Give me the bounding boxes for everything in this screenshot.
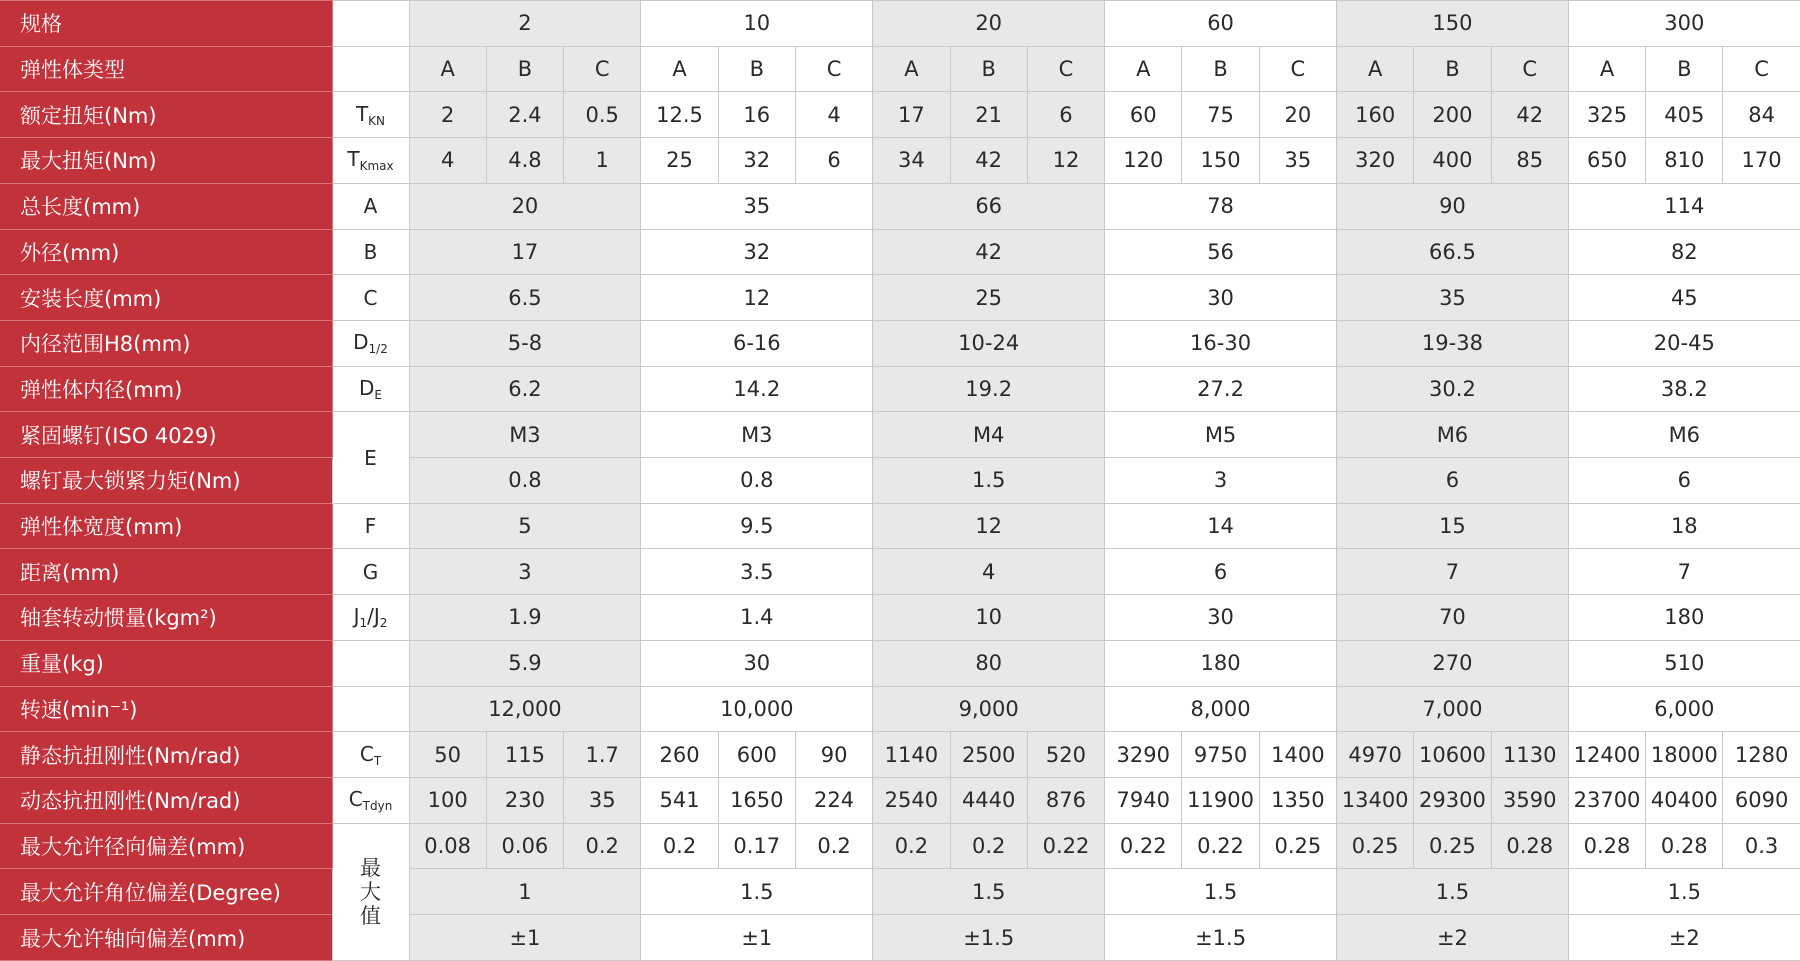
table-row [0, 915, 1800, 961]
value-cell: 520 [1027, 732, 1104, 778]
row-label: 内径范围H8(mm) [0, 320, 332, 366]
symbol-text: A [363, 194, 378, 219]
max-value-char: 值 [360, 903, 381, 928]
max-value-symbol-cell [332, 823, 409, 960]
value-cell: 1 [564, 138, 641, 184]
value-cell: 6 [795, 138, 872, 184]
symbol-cell [332, 732, 409, 778]
value-cell: 11900 [1182, 777, 1259, 823]
value-cell: 2.4 [486, 92, 563, 138]
value-cell: 23700 [1568, 777, 1645, 823]
value-cell: 1.9 [409, 595, 641, 641]
row-label: 最大允许径向偏差(mm) [0, 823, 332, 869]
row-label: 静态抗扭刚性(Nm/rad) [0, 732, 332, 778]
value-cell: 12400 [1568, 732, 1645, 778]
symbol-cell [332, 777, 409, 823]
value-cell: 90 [1337, 183, 1569, 229]
row-label: 紧固螺钉(ISO 4029) [0, 412, 332, 458]
table-row [0, 138, 1800, 184]
value-cell: 1400 [1259, 732, 1336, 778]
value-cell: 1.5 [641, 869, 873, 915]
value-cell: 270 [1337, 640, 1569, 686]
size-header-cell: 300 [1568, 1, 1800, 47]
value-cell: 85 [1491, 138, 1568, 184]
row-label: 弹性体内径(mm) [0, 366, 332, 412]
table-row [0, 595, 1800, 641]
value-cell: 66 [873, 183, 1105, 229]
symbol-cell [332, 366, 409, 412]
row-label: 重量(kg) [0, 640, 332, 686]
value-cell: 0.22 [1105, 823, 1182, 869]
value-cell: 120 [1105, 138, 1182, 184]
value-cell: 27.2 [1105, 366, 1337, 412]
value-cell: 0.06 [486, 823, 563, 869]
value-cell: 4 [873, 549, 1105, 595]
symbol-subscript: 1 [359, 616, 368, 631]
value-cell: 6.2 [409, 366, 641, 412]
value-cell: 170 [1723, 138, 1800, 184]
value-cell: 18000 [1646, 732, 1723, 778]
size-header-cell: 150 [1337, 1, 1569, 47]
value-cell: 0.2 [950, 823, 1027, 869]
value-cell: B [1646, 46, 1723, 92]
value-cell: 6 [1105, 549, 1337, 595]
value-cell: 80 [873, 640, 1105, 686]
row-label: 最大扭矩(Nm) [0, 138, 332, 184]
symbol-text-2: /J [367, 604, 380, 629]
value-cell: 224 [795, 777, 872, 823]
value-cell: 3.5 [641, 549, 873, 595]
value-cell: 10 [873, 595, 1105, 641]
value-cell: 6090 [1723, 777, 1800, 823]
value-cell: 12,000 [409, 686, 641, 732]
value-cell: 0.08 [409, 823, 486, 869]
value-cell: 30 [1105, 595, 1337, 641]
value-cell: 60 [1105, 92, 1182, 138]
value-cell: 510 [1568, 640, 1800, 686]
row-label: 外径(mm) [0, 229, 332, 275]
value-cell: 405 [1646, 92, 1723, 138]
symbol-text: T [355, 101, 369, 126]
value-cell: 5 [409, 503, 641, 549]
size-header-cell: 10 [641, 1, 873, 47]
value-cell: 5-8 [409, 320, 641, 366]
value-cell: C [1027, 46, 1104, 92]
value-cell: 19-38 [1337, 320, 1569, 366]
table-row [0, 320, 1800, 366]
value-cell: 600 [718, 732, 795, 778]
value-cell: 200 [1414, 92, 1491, 138]
symbol-text: C [363, 285, 378, 310]
symbol-cell [332, 1, 409, 47]
value-cell: 10-24 [873, 320, 1105, 366]
value-cell: 0.2 [873, 823, 950, 869]
value-cell: 0.8 [641, 458, 873, 504]
value-cell: 13400 [1337, 777, 1414, 823]
row-label: 最大允许轴向偏差(mm) [0, 915, 332, 961]
row-label: 总长度(mm) [0, 183, 332, 229]
value-cell: 3290 [1105, 732, 1182, 778]
value-cell: 21 [950, 92, 1027, 138]
value-cell: 180 [1105, 640, 1337, 686]
value-cell: 1280 [1723, 732, 1800, 778]
value-cell: 325 [1568, 92, 1645, 138]
table-row [0, 183, 1800, 229]
table-row [0, 412, 1800, 458]
row-label: 动态抗扭刚性(Nm/rad) [0, 777, 332, 823]
value-cell: 1140 [873, 732, 950, 778]
symbol-subscript: KN [368, 113, 386, 128]
value-cell: 12 [641, 275, 873, 321]
value-cell: M3 [641, 412, 873, 458]
table-row [0, 777, 1800, 823]
value-cell: 0.5 [564, 92, 641, 138]
row-label: 螺钉最大锁紧力矩(Nm) [0, 458, 332, 504]
value-cell: 115 [486, 732, 563, 778]
value-cell: 0.2 [641, 823, 718, 869]
value-cell: 4970 [1337, 732, 1414, 778]
value-cell: B [1414, 46, 1491, 92]
value-cell: B [718, 46, 795, 92]
value-cell: 17 [409, 229, 641, 275]
value-cell: ±2 [1337, 915, 1569, 961]
value-cell: 15 [1337, 503, 1569, 549]
value-cell: 0.28 [1646, 823, 1723, 869]
table-row [0, 503, 1800, 549]
value-cell: 1.5 [1105, 869, 1337, 915]
symbol-subscript: T [373, 753, 382, 768]
value-cell: 50 [409, 732, 486, 778]
value-cell: 9.5 [641, 503, 873, 549]
value-cell: 0.2 [795, 823, 872, 869]
value-cell: B [1182, 46, 1259, 92]
value-cell: A [641, 46, 718, 92]
value-cell: 0.28 [1491, 823, 1568, 869]
value-cell: ±1 [641, 915, 873, 961]
symbol-cell [332, 275, 409, 321]
symbol-subscript: Kmax [359, 159, 394, 174]
value-cell: 42 [873, 229, 1105, 275]
value-cell: 0.25 [1259, 823, 1336, 869]
symbol-text: T [347, 147, 360, 172]
size-header-cell: 60 [1105, 1, 1337, 47]
value-cell: 400 [1414, 138, 1491, 184]
value-cell: B [950, 46, 1027, 92]
symbol-cell [332, 183, 409, 229]
value-cell: 66.5 [1337, 229, 1569, 275]
value-cell: A [1568, 46, 1645, 92]
value-cell: 70 [1337, 595, 1569, 641]
table-row [0, 229, 1800, 275]
value-cell: 84 [1723, 92, 1800, 138]
row-label: 额定扭矩(Nm) [0, 92, 332, 138]
value-cell: 20 [1259, 92, 1336, 138]
value-cell: 4 [409, 138, 486, 184]
value-cell: 6.5 [409, 275, 641, 321]
value-cell: 320 [1337, 138, 1414, 184]
table-row [0, 640, 1800, 686]
value-cell: A [873, 46, 950, 92]
value-cell: 0.3 [1723, 823, 1800, 869]
spec-table-body [0, 1, 1800, 961]
value-cell: 1350 [1259, 777, 1336, 823]
value-cell: 0.8 [409, 458, 641, 504]
value-cell: 25 [641, 138, 718, 184]
value-cell: 230 [486, 777, 563, 823]
table-row [0, 549, 1800, 595]
value-cell: 40400 [1646, 777, 1723, 823]
value-cell: 2 [409, 92, 486, 138]
value-cell: 5.9 [409, 640, 641, 686]
symbol-cell [332, 46, 409, 92]
symbol-cell [332, 92, 409, 138]
symbol-cell [332, 229, 409, 275]
value-cell: B [486, 46, 563, 92]
value-cell: 38.2 [1568, 366, 1800, 412]
value-cell: ±1.5 [1105, 915, 1337, 961]
value-cell: 20-45 [1568, 320, 1800, 366]
value-cell: 32 [718, 138, 795, 184]
row-label: 轴套转动惯量(kgm²) [0, 595, 332, 641]
value-cell: M3 [409, 412, 641, 458]
value-cell: 810 [1646, 138, 1723, 184]
symbol-text: G [362, 559, 379, 584]
value-cell: 1.4 [641, 595, 873, 641]
value-cell: 78 [1105, 183, 1337, 229]
value-cell: 9,000 [873, 686, 1105, 732]
symbol-text: D [359, 375, 375, 400]
row-label: 最大允许角位偏差(Degree) [0, 869, 332, 915]
symbol-cell [332, 412, 409, 503]
table-row [0, 92, 1800, 138]
value-cell: 25 [873, 275, 1105, 321]
value-cell: 7 [1337, 549, 1569, 595]
value-cell: 35 [1259, 138, 1336, 184]
value-cell: 6 [1027, 92, 1104, 138]
value-cell: 16 [718, 92, 795, 138]
value-cell: 32 [641, 229, 873, 275]
value-cell: 8,000 [1105, 686, 1337, 732]
value-cell: 19.2 [873, 366, 1105, 412]
value-cell: 100 [409, 777, 486, 823]
value-cell: 876 [1027, 777, 1104, 823]
value-cell: 4440 [950, 777, 1027, 823]
symbol-cell [332, 595, 409, 641]
table-row [0, 869, 1800, 915]
value-cell: 1.7 [564, 732, 641, 778]
value-cell: 2500 [950, 732, 1027, 778]
value-cell: C [564, 46, 641, 92]
value-cell: 3 [1105, 458, 1337, 504]
value-cell: C [1723, 46, 1800, 92]
value-cell: 1.5 [873, 869, 1105, 915]
value-cell: 2540 [873, 777, 950, 823]
symbol-cell [332, 138, 409, 184]
symbol-cell [332, 686, 409, 732]
value-cell: 260 [641, 732, 718, 778]
value-cell: M6 [1337, 412, 1569, 458]
value-cell: 18 [1568, 503, 1800, 549]
table-row [0, 732, 1800, 778]
value-cell: 4.8 [486, 138, 563, 184]
symbol-subscript: Tdyn [362, 799, 393, 814]
value-cell: 42 [1491, 92, 1568, 138]
symbol-cell [332, 320, 409, 366]
symbol-cell [332, 549, 409, 595]
value-cell: 0.25 [1414, 823, 1491, 869]
value-cell: 34 [873, 138, 950, 184]
value-cell: A [1105, 46, 1182, 92]
value-cell: 75 [1182, 92, 1259, 138]
value-cell: 6 [1568, 458, 1800, 504]
value-cell: 0.22 [1027, 823, 1104, 869]
row-label: 转速(min⁻¹) [0, 686, 332, 732]
value-cell: 90 [795, 732, 872, 778]
value-cell: 1 [409, 869, 641, 915]
table-row [0, 46, 1800, 92]
symbol-text: E [364, 445, 377, 470]
value-cell: 17 [873, 92, 950, 138]
symbol-text: D [353, 330, 369, 355]
row-label: 安装长度(mm) [0, 275, 332, 321]
value-cell: 1650 [718, 777, 795, 823]
value-cell: 3 [409, 549, 641, 595]
value-cell: 6 [1337, 458, 1569, 504]
value-cell: ±2 [1568, 915, 1800, 961]
value-cell: A [409, 46, 486, 92]
value-cell: A [1337, 46, 1414, 92]
value-cell: 45 [1568, 275, 1800, 321]
value-cell: 35 [564, 777, 641, 823]
value-cell: C [1259, 46, 1336, 92]
value-cell: 1.5 [1337, 869, 1569, 915]
value-cell: 0.25 [1337, 823, 1414, 869]
value-cell: 56 [1105, 229, 1337, 275]
value-cell: 541 [641, 777, 718, 823]
symbol-cell [332, 503, 409, 549]
value-cell: 114 [1568, 183, 1800, 229]
value-cell: 7,000 [1337, 686, 1569, 732]
value-cell: 0.2 [564, 823, 641, 869]
table-row [0, 366, 1800, 412]
value-cell: 29300 [1414, 777, 1491, 823]
value-cell: M4 [873, 412, 1105, 458]
row-label: 弹性体宽度(mm) [0, 503, 332, 549]
value-cell: 150 [1182, 138, 1259, 184]
value-cell: 0.22 [1182, 823, 1259, 869]
value-cell: 30 [1105, 275, 1337, 321]
value-cell: 4 [795, 92, 872, 138]
row-label: 距离(mm) [0, 549, 332, 595]
value-cell: 14 [1105, 503, 1337, 549]
row-label: 规格 [0, 1, 332, 47]
value-cell: ±1 [409, 915, 641, 961]
value-cell: 12.5 [641, 92, 718, 138]
size-header-cell: 2 [409, 1, 641, 47]
symbol-text: F [364, 514, 377, 539]
table-row [0, 823, 1800, 869]
symbol-cell [332, 640, 409, 686]
value-cell: 16-30 [1105, 320, 1337, 366]
max-value-char: 最 [360, 855, 381, 880]
value-cell: 1.5 [1568, 869, 1800, 915]
value-cell: 20 [409, 183, 641, 229]
value-cell: 35 [1337, 275, 1569, 321]
value-cell: 9750 [1182, 732, 1259, 778]
value-cell: 30 [641, 640, 873, 686]
symbol-subscript: 1/2 [368, 342, 388, 357]
value-cell: 10,000 [641, 686, 873, 732]
table-row [0, 1, 1800, 47]
value-cell: 3590 [1491, 777, 1568, 823]
value-cell: 6-16 [641, 320, 873, 366]
value-cell: C [1491, 46, 1568, 92]
symbol-subscript: E [374, 387, 382, 402]
value-cell: M6 [1568, 412, 1800, 458]
max-value-char: 大 [360, 879, 381, 904]
size-header-cell: 20 [873, 1, 1105, 47]
value-cell: 30.2 [1337, 366, 1569, 412]
table-row [0, 275, 1800, 321]
value-cell: 14.2 [641, 366, 873, 412]
value-cell: ±1.5 [873, 915, 1105, 961]
value-cell: 6,000 [1568, 686, 1800, 732]
table-row [0, 458, 1800, 504]
symbol-subscript-2: 2 [379, 616, 388, 631]
value-cell: 42 [950, 138, 1027, 184]
symbol-text: C [359, 741, 374, 766]
value-cell: 7 [1568, 549, 1800, 595]
value-cell: 35 [641, 183, 873, 229]
symbol-text: C [348, 787, 363, 812]
value-cell: 650 [1568, 138, 1645, 184]
value-cell: 1130 [1491, 732, 1568, 778]
value-cell: 1.5 [873, 458, 1105, 504]
value-cell: 160 [1337, 92, 1414, 138]
symbol-text: J [353, 604, 360, 629]
value-cell: 10600 [1414, 732, 1491, 778]
value-cell: 12 [1027, 138, 1104, 184]
table-row [0, 686, 1800, 732]
value-cell: C [795, 46, 872, 92]
value-cell: 180 [1568, 595, 1800, 641]
value-cell: 7940 [1105, 777, 1182, 823]
value-cell: 12 [873, 503, 1105, 549]
value-cell: 0.28 [1568, 823, 1645, 869]
symbol-text: B [363, 239, 378, 264]
value-cell: M5 [1105, 412, 1337, 458]
row-label: 弹性体类型 [0, 46, 332, 92]
value-cell: 0.17 [718, 823, 795, 869]
value-cell: 82 [1568, 229, 1800, 275]
